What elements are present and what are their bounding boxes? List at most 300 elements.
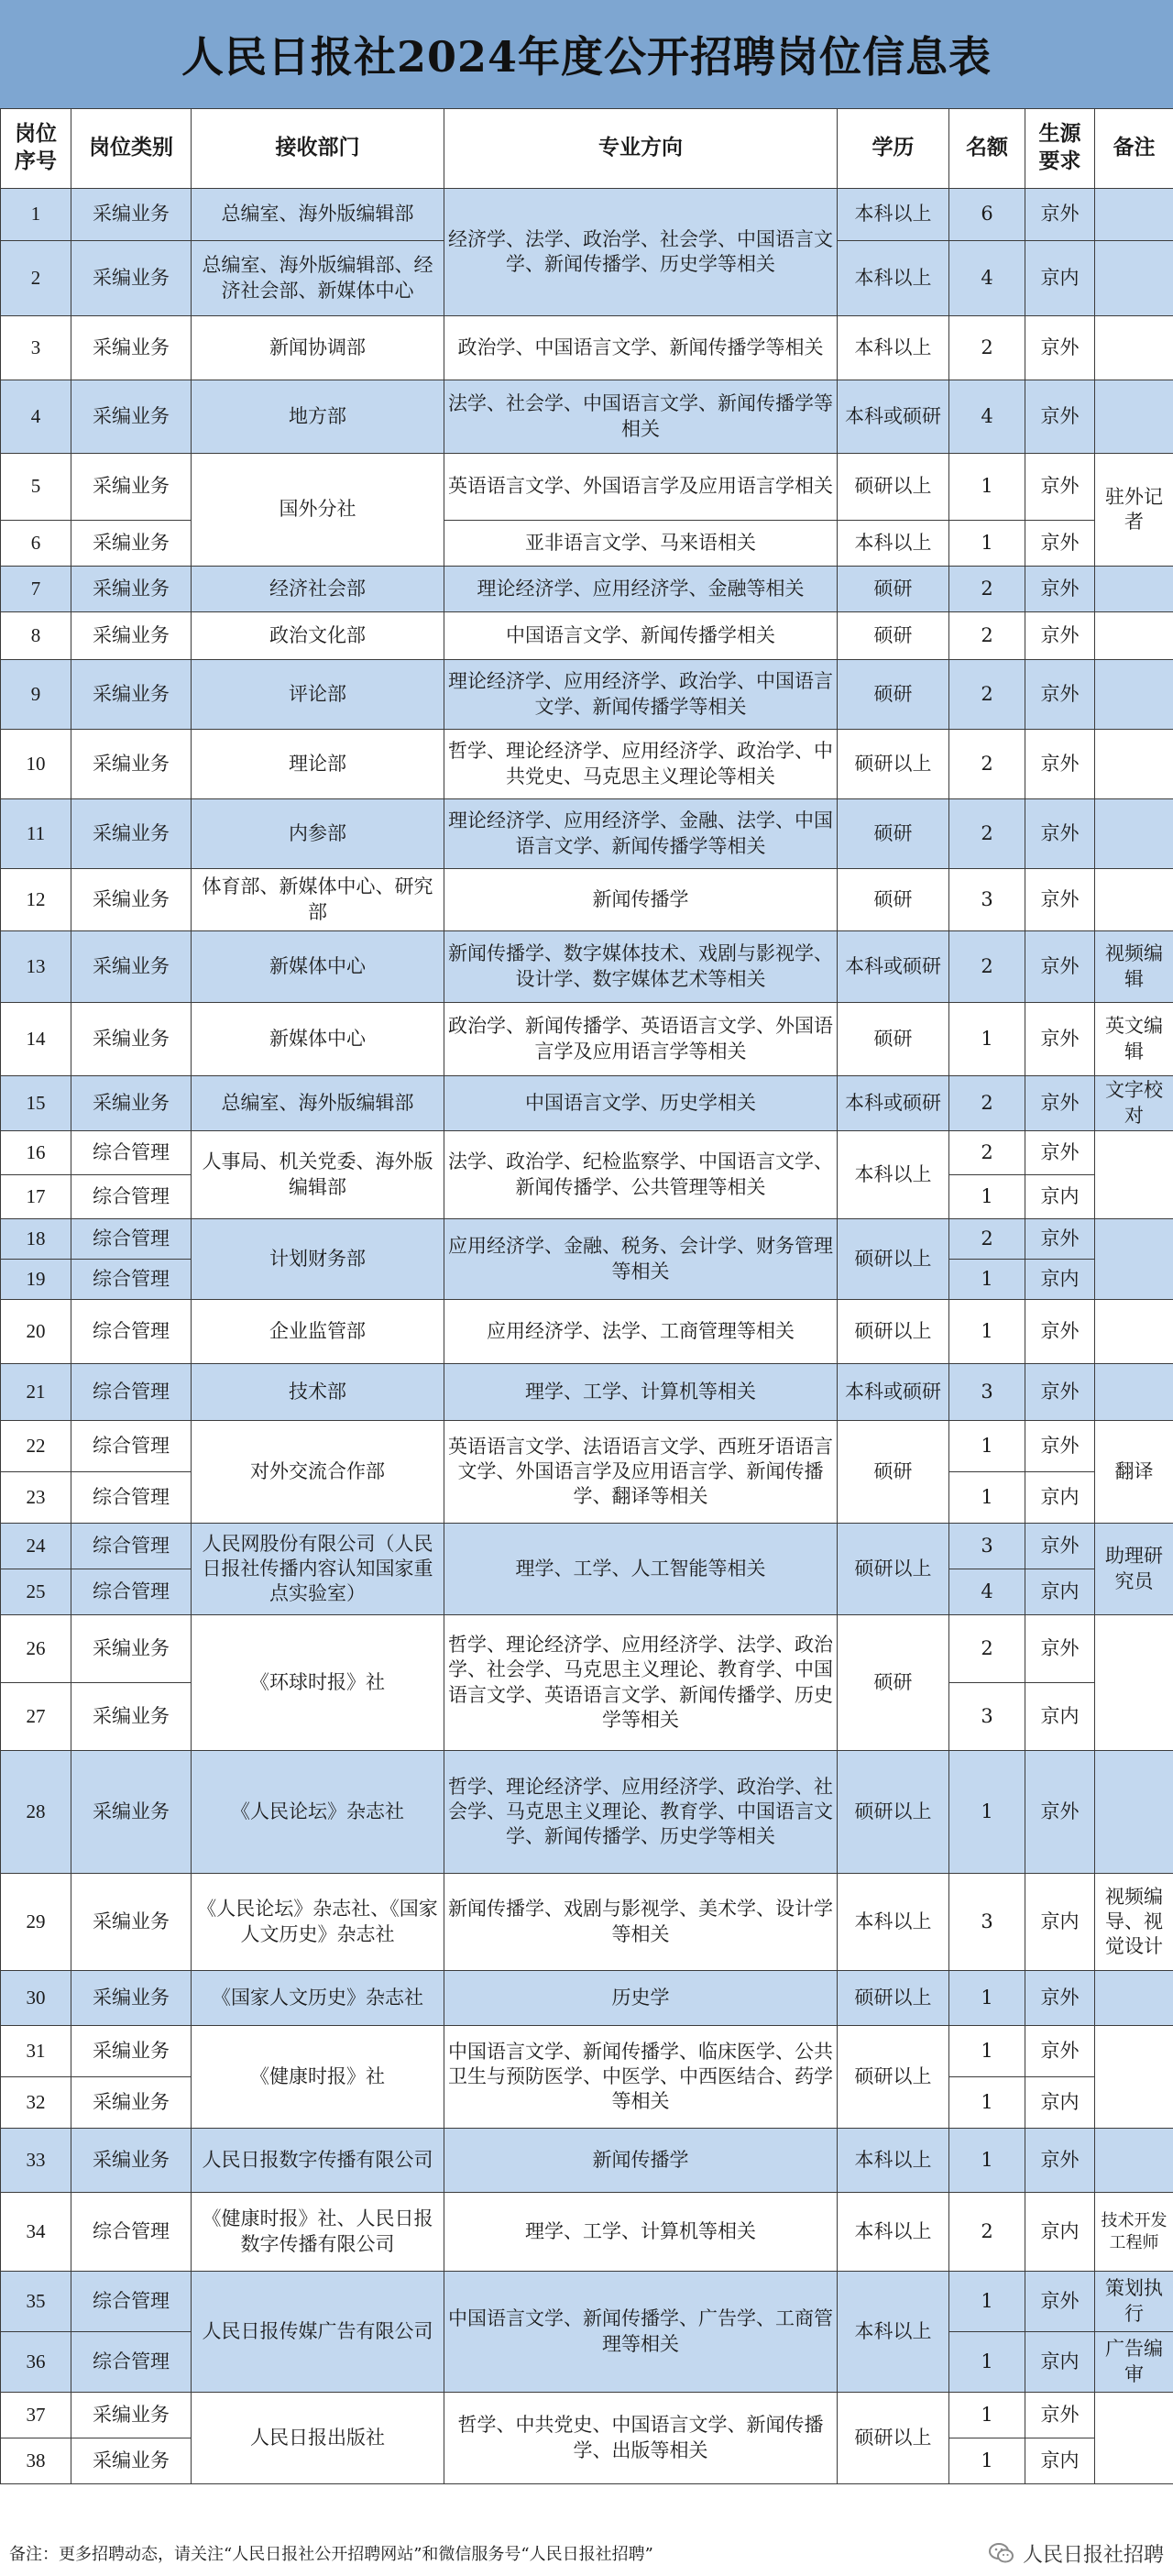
cell-quota: 4 — [949, 1569, 1025, 1615]
cell-education: 本科或硕研 — [838, 380, 949, 454]
cell-major: 哲学、理论经济学、应用经济学、政治学、中共党史、马克思主义理论等相关 — [444, 730, 838, 799]
table-row — [1, 1421, 1173, 1472]
cell-category: 综合管理 — [71, 1131, 192, 1175]
cell-note — [1095, 2026, 1173, 2129]
cell-note: 助理研究员 — [1095, 1524, 1173, 1615]
cell-category: 采编业务 — [71, 660, 192, 730]
cell-note: 视频编辑 — [1095, 931, 1173, 1003]
table-row — [1, 2026, 1173, 2077]
cell-origin: 京外 — [1025, 2026, 1095, 2077]
cell-major: 哲学、理论经济学、应用经济学、政治学、社会学、马克思主义理论、教育学、中国语言文学、新闻传播学、历史学等相关 — [444, 1751, 838, 1874]
cell-major: 理论经济学、应用经济学、金融等相关 — [444, 567, 838, 612]
cell-origin: 京外 — [1025, 2393, 1095, 2438]
header-origin: 生源要求 — [1025, 109, 1095, 189]
header-row — [1, 109, 1173, 189]
cell-major: 法学、政治学、纪检监察学、中国语言文学、新闻传播学、公共管理等相关 — [444, 1131, 838, 1219]
cell-education: 本科以上 — [838, 1131, 949, 1219]
table-row — [1, 2272, 1173, 2332]
cell-education: 硕研以上 — [838, 1300, 949, 1364]
cell-seq: 13 — [1, 931, 71, 1003]
cell-education: 硕研 — [838, 1421, 949, 1524]
cell-origin: 京外 — [1025, 1971, 1095, 2026]
cell-category: 采编业务 — [71, 1751, 192, 1874]
cell-seq: 3 — [1, 316, 71, 380]
cell-department: 新闻协调部 — [192, 316, 444, 380]
cell-quota: 2 — [949, 612, 1025, 660]
cell-category: 采编业务 — [71, 2438, 192, 2484]
cell-quota: 2 — [949, 1076, 1025, 1131]
cell-department: 评论部 — [192, 660, 444, 730]
cell-category: 采编业务 — [71, 316, 192, 380]
cell-quota: 2 — [949, 316, 1025, 380]
cell-quota: 3 — [949, 869, 1025, 931]
cell-origin: 京外 — [1025, 730, 1095, 799]
cell-quota: 1 — [949, 1003, 1025, 1076]
cell-note: 广告编审 — [1095, 2332, 1173, 2393]
table-row — [1, 1364, 1173, 1421]
cell-education: 本科或硕研 — [838, 1076, 949, 1131]
cell-note — [1095, 1751, 1173, 1874]
cell-category: 综合管理 — [71, 1524, 192, 1569]
cell-education: 硕研以上 — [838, 2393, 949, 2484]
cell-note — [1095, 567, 1173, 612]
cell-education: 本科或硕研 — [838, 1364, 949, 1421]
cell-note — [1095, 1131, 1173, 1219]
cell-note — [1095, 1364, 1173, 1421]
cell-seq: 6 — [1, 521, 71, 567]
table-row — [1, 931, 1173, 1003]
cell-major: 中国语言文学、新闻传播学、广告学、工商管理等相关 — [444, 2272, 838, 2393]
cell-department: 地方部 — [192, 380, 444, 454]
cell-quota: 2 — [949, 1219, 1025, 1260]
cell-department: 总编室、海外版编辑部 — [192, 189, 444, 241]
table-row — [1, 869, 1173, 931]
cell-seq: 7 — [1, 567, 71, 612]
cell-education: 本科以上 — [838, 521, 949, 567]
table-row — [1, 189, 1173, 241]
header-category: 岗位类别 — [71, 109, 192, 189]
cell-origin: 京内 — [1025, 2077, 1095, 2129]
table-row — [1, 2129, 1173, 2193]
footer — [0, 2530, 1173, 2576]
cell-department: 国外分社 — [192, 454, 444, 567]
cell-major: 理论经济学、应用经济学、金融、法学、中国语言文学、新闻传播学等相关 — [444, 799, 838, 869]
cell-education: 硕研 — [838, 660, 949, 730]
cell-category: 采编业务 — [71, 189, 192, 241]
cell-origin: 京内 — [1025, 1260, 1095, 1300]
cell-category: 采编业务 — [71, 2129, 192, 2193]
cell-origin: 京外 — [1025, 1003, 1095, 1076]
cell-origin: 京外 — [1025, 612, 1095, 660]
cell-quota: 1 — [949, 1175, 1025, 1219]
cell-note — [1095, 1219, 1173, 1300]
cell-department: 体育部、新媒体中心、研究部 — [192, 869, 444, 931]
cell-seq: 36 — [1, 2332, 71, 2393]
table-row — [1, 730, 1173, 799]
cell-quota: 1 — [949, 1300, 1025, 1364]
cell-seq: 28 — [1, 1751, 71, 1874]
cell-education: 硕研 — [838, 869, 949, 931]
cell-department: 内参部 — [192, 799, 444, 869]
cell-category: 采编业务 — [71, 612, 192, 660]
cell-note: 技术开发工程师 — [1095, 2193, 1173, 2272]
cell-seq: 5 — [1, 454, 71, 521]
cell-department: 人事局、机关党委、海外版编辑部 — [192, 1131, 444, 1219]
cell-origin: 京外 — [1025, 2129, 1095, 2193]
cell-origin: 京外 — [1025, 660, 1095, 730]
cell-note — [1095, 316, 1173, 380]
cell-origin: 京外 — [1025, 2272, 1095, 2332]
cell-category: 采编业务 — [71, 1683, 192, 1751]
cell-seq: 37 — [1, 2393, 71, 2438]
cell-note — [1095, 660, 1173, 730]
cell-education: 硕研 — [838, 1615, 949, 1751]
cell-seq: 35 — [1, 2272, 71, 2332]
cell-seq: 18 — [1, 1219, 71, 1260]
cell-quota: 1 — [949, 2438, 1025, 2484]
cell-category: 综合管理 — [71, 1260, 192, 1300]
cell-category: 采编业务 — [71, 454, 192, 521]
cell-category: 采编业务 — [71, 521, 192, 567]
cell-origin: 京外 — [1025, 1364, 1095, 1421]
cell-quota: 1 — [949, 1971, 1025, 2026]
cell-major: 理学、工学、计算机等相关 — [444, 1364, 838, 1421]
cell-seq: 17 — [1, 1175, 71, 1219]
cell-education: 本科以上 — [838, 316, 949, 380]
cell-category: 采编业务 — [71, 241, 192, 316]
cell-note — [1095, 869, 1173, 931]
cell-quota: 1 — [949, 2026, 1025, 2077]
cell-education: 硕研以上 — [838, 1219, 949, 1300]
cell-category: 综合管理 — [71, 2272, 192, 2332]
header-seq: 岗位序号 — [1, 109, 71, 189]
cell-major: 应用经济学、法学、工商管理等相关 — [444, 1300, 838, 1364]
cell-seq: 15 — [1, 1076, 71, 1131]
cell-origin: 京外 — [1025, 521, 1095, 567]
table-row — [1, 660, 1173, 730]
cell-seq: 30 — [1, 1971, 71, 2026]
cell-major: 新闻传播学、戏剧与影视学、美术学、设计学等相关 — [444, 1874, 838, 1971]
cell-education: 硕研 — [838, 1003, 949, 1076]
cell-seq: 20 — [1, 1300, 71, 1364]
cell-category: 采编业务 — [71, 380, 192, 454]
cell-major: 政治学、新闻传播学、英语语言文学、外国语言学及应用语言学等相关 — [444, 1003, 838, 1076]
table-row — [1, 1524, 1173, 1569]
cell-note: 翻译 — [1095, 1421, 1173, 1524]
cell-quota: 2 — [949, 730, 1025, 799]
cell-seq: 26 — [1, 1615, 71, 1683]
cell-category: 采编业务 — [71, 2393, 192, 2438]
cell-note — [1095, 241, 1173, 316]
cell-quota: 2 — [949, 660, 1025, 730]
cell-quota: 2 — [949, 567, 1025, 612]
cell-quota: 3 — [949, 1524, 1025, 1569]
cell-note — [1095, 380, 1173, 454]
table-row — [1, 567, 1173, 612]
cell-origin: 京内 — [1025, 2438, 1095, 2484]
cell-origin: 京内 — [1025, 2332, 1095, 2393]
cell-note — [1095, 730, 1173, 799]
cell-major: 中国语言文学、新闻传播学、临床医学、公共卫生与预防医学、中医学、中西医结合、药学等相关 — [444, 2026, 838, 2129]
cell-major: 中国语言文学、新闻传播学相关 — [444, 612, 838, 660]
cell-department: 技术部 — [192, 1364, 444, 1421]
cell-education: 本科以上 — [838, 2193, 949, 2272]
table-row — [1, 1076, 1173, 1131]
cell-department: 人民网股份有限公司（人民日报社传播内容认知国家重点实验室） — [192, 1524, 444, 1615]
cell-category: 综合管理 — [71, 2193, 192, 2272]
cell-department: 《人民论坛》杂志社 — [192, 1751, 444, 1874]
cell-department: 新媒体中心 — [192, 1003, 444, 1076]
cell-seq: 16 — [1, 1131, 71, 1175]
cell-note: 文字校对 — [1095, 1076, 1173, 1131]
cell-quota: 3 — [949, 1683, 1025, 1751]
cell-note: 策划执行 — [1095, 2272, 1173, 2332]
cell-department: 人民日报出版社 — [192, 2393, 444, 2484]
cell-seq: 23 — [1, 1472, 71, 1524]
table-row — [1, 1003, 1173, 1076]
cell-origin: 京内 — [1025, 241, 1095, 316]
cell-category: 采编业务 — [71, 799, 192, 869]
page-title: 人民日报社2024年度公开招聘岗位信息表 — [181, 32, 992, 82]
cell-quota: 1 — [949, 2272, 1025, 2332]
cell-education: 硕研以上 — [838, 1971, 949, 2026]
cell-education: 本科以上 — [838, 1874, 949, 1971]
cell-seq: 11 — [1, 799, 71, 869]
header-department: 接收部门 — [192, 109, 444, 189]
cell-seq: 25 — [1, 1569, 71, 1615]
table-row — [1, 799, 1173, 869]
cell-seq: 22 — [1, 1421, 71, 1472]
cell-seq: 27 — [1, 1683, 71, 1751]
header-quota: 名额 — [949, 109, 1025, 189]
table-row — [1, 454, 1173, 521]
cell-department: 《健康时报》社、人民日报数字传播有限公司 — [192, 2193, 444, 2272]
cell-major: 法学、社会学、中国语言文学、新闻传播学等相关 — [444, 380, 838, 454]
cell-origin: 京外 — [1025, 1300, 1095, 1364]
cell-seq: 24 — [1, 1524, 71, 1569]
cell-major: 经济学、法学、政治学、社会学、中国语言文学、新闻传播学、历史学等相关 — [444, 189, 838, 316]
table-row — [1, 380, 1173, 454]
cell-department: 经济社会部 — [192, 567, 444, 612]
cell-seq: 34 — [1, 2193, 71, 2272]
cell-department: 《国家人文历史》杂志社 — [192, 1971, 444, 2026]
cell-department: 理论部 — [192, 730, 444, 799]
cell-note — [1095, 612, 1173, 660]
cell-education: 硕研以上 — [838, 2026, 949, 2129]
cell-origin: 京外 — [1025, 380, 1095, 454]
cell-major: 理学、工学、计算机等相关 — [444, 2193, 838, 2272]
title-banner — [0, 0, 1173, 110]
table-row — [1, 1971, 1173, 2026]
cell-seq: 32 — [1, 2077, 71, 2129]
cell-seq: 14 — [1, 1003, 71, 1076]
cell-seq: 8 — [1, 612, 71, 660]
cell-category: 采编业务 — [71, 1003, 192, 1076]
cell-education: 硕研以上 — [838, 730, 949, 799]
cell-quota: 1 — [949, 1751, 1025, 1874]
cell-department: 政治文化部 — [192, 612, 444, 660]
cell-category: 综合管理 — [71, 2332, 192, 2393]
cell-category: 综合管理 — [71, 1364, 192, 1421]
cell-seq: 10 — [1, 730, 71, 799]
cell-note: 驻外记者 — [1095, 454, 1173, 567]
cell-education: 本科以上 — [838, 2129, 949, 2193]
cell-category: 采编业务 — [71, 1076, 192, 1131]
cell-education: 硕研 — [838, 567, 949, 612]
cell-department: 企业监管部 — [192, 1300, 444, 1364]
cell-origin: 京外 — [1025, 1524, 1095, 1569]
cell-origin: 京内 — [1025, 1683, 1095, 1751]
table-row — [1, 1751, 1173, 1874]
cell-note: 英文编辑 — [1095, 1003, 1173, 1076]
cell-origin: 京外 — [1025, 1219, 1095, 1260]
cell-quota: 2 — [949, 799, 1025, 869]
cell-quota: 4 — [949, 380, 1025, 454]
cell-origin: 京外 — [1025, 799, 1095, 869]
cell-major: 中国语言文学、历史学相关 — [444, 1076, 838, 1131]
wechat-label: 人民日报社招聘 — [1022, 2543, 1164, 2567]
cell-department: 新媒体中心 — [192, 931, 444, 1003]
cell-education: 硕研以上 — [838, 1524, 949, 1615]
cell-note — [1095, 1615, 1173, 1751]
cell-category: 采编业务 — [71, 1874, 192, 1971]
cell-seq: 33 — [1, 2129, 71, 2193]
cell-origin: 京外 — [1025, 1751, 1095, 1874]
cell-education: 本科以上 — [838, 241, 949, 316]
cell-major: 理学、工学、人工智能等相关 — [444, 1524, 838, 1615]
cell-origin: 京外 — [1025, 931, 1095, 1003]
cell-quota: 6 — [949, 189, 1025, 241]
cell-origin: 京外 — [1025, 1421, 1095, 1472]
cell-quota: 1 — [949, 2393, 1025, 2438]
cell-quota: 2 — [949, 931, 1025, 1003]
cell-department: 总编室、海外版编辑部 — [192, 1076, 444, 1131]
cell-category: 综合管理 — [71, 1175, 192, 1219]
cell-note: 视频编导、视觉设计 — [1095, 1874, 1173, 1971]
cell-quota: 1 — [949, 2129, 1025, 2193]
cell-category: 综合管理 — [71, 1421, 192, 1472]
cell-education: 本科以上 — [838, 2272, 949, 2393]
footer-note: 备注：更多招聘动态，请关注“人民日报社公开招聘网站”和微信服务号“人民日报社招聘” — [9, 2545, 653, 2564]
cell-note — [1095, 1300, 1173, 1364]
cell-category: 综合管理 — [71, 1300, 192, 1364]
cell-department: 对外交流合作部 — [192, 1421, 444, 1524]
table-row — [1, 1615, 1173, 1683]
cell-quota: 2 — [949, 1615, 1025, 1683]
cell-origin: 京外 — [1025, 869, 1095, 931]
cell-department: 《健康时报》社 — [192, 2026, 444, 2129]
cell-seq: 29 — [1, 1874, 71, 1971]
cell-category: 采编业务 — [71, 730, 192, 799]
cell-major: 新闻传播学、数字媒体技术、戏剧与影视学、设计学、数字媒体艺术等相关 — [444, 931, 838, 1003]
cell-seq: 12 — [1, 869, 71, 931]
cell-seq: 2 — [1, 241, 71, 316]
cell-education: 硕研以上 — [838, 1751, 949, 1874]
table-row — [1, 612, 1173, 660]
cell-quota: 2 — [949, 2193, 1025, 2272]
cell-education: 硕研 — [838, 799, 949, 869]
cell-education: 硕研 — [838, 612, 949, 660]
cell-major: 历史学 — [444, 1971, 838, 2026]
cell-major: 哲学、中共党史、中国语言文学、新闻传播学、出版等相关 — [444, 2393, 838, 2484]
cell-major: 理论经济学、应用经济学、政治学、中国语言文学、新闻传播学等相关 — [444, 660, 838, 730]
cell-quota: 1 — [949, 1472, 1025, 1524]
cell-category: 采编业务 — [71, 1615, 192, 1683]
cell-department: 总编室、海外版编辑部、经济社会部、新媒体中心 — [192, 241, 444, 316]
table-row — [1, 521, 1173, 567]
cell-origin: 京外 — [1025, 189, 1095, 241]
cell-department: 《人民论坛》杂志社、《国家人文历史》杂志社 — [192, 1874, 444, 1971]
cell-category: 采编业务 — [71, 2026, 192, 2077]
table-row — [1, 2393, 1173, 2438]
cell-department: 《环球时报》社 — [192, 1615, 444, 1751]
cell-category: 综合管理 — [71, 1472, 192, 1524]
cell-category: 采编业务 — [71, 1971, 192, 2026]
table-row — [1, 316, 1173, 380]
recruitment-table — [0, 108, 1173, 2484]
cell-major: 哲学、理论经济学、应用经济学、法学、政治学、社会学、马克思主义理论、教育学、中国语言文学、英语语言文学、新闻传播学、历史学等相关 — [444, 1615, 838, 1751]
cell-major: 应用经济学、金融、税务、会计学、财务管理等相关 — [444, 1219, 838, 1300]
cell-note — [1095, 2129, 1173, 2193]
table-row — [1, 1219, 1173, 1260]
cell-quota: 3 — [949, 1364, 1025, 1421]
cell-department: 人民日报数字传播有限公司 — [192, 2129, 444, 2193]
cell-origin: 京内 — [1025, 1472, 1095, 1524]
cell-seq: 1 — [1, 189, 71, 241]
cell-origin: 京内 — [1025, 1874, 1095, 1971]
cell-origin: 京内 — [1025, 1569, 1095, 1615]
cell-education: 本科以上 — [838, 189, 949, 241]
cell-origin: 京内 — [1025, 1175, 1095, 1219]
table-row — [1, 1300, 1173, 1364]
cell-category: 综合管理 — [71, 1219, 192, 1260]
wechat-icon — [988, 2539, 1015, 2567]
cell-major: 亚非语言文学、马来语相关 — [444, 521, 838, 567]
cell-origin: 京内 — [1025, 2193, 1095, 2272]
cell-department: 计划财务部 — [192, 1219, 444, 1300]
cell-major: 新闻传播学 — [444, 869, 838, 931]
cell-origin: 京外 — [1025, 316, 1095, 380]
cell-origin: 京外 — [1025, 567, 1095, 612]
cell-category: 采编业务 — [71, 2077, 192, 2129]
cell-quota: 2 — [949, 1131, 1025, 1175]
cell-note — [1095, 1971, 1173, 2026]
cell-category: 采编业务 — [71, 869, 192, 931]
cell-quota: 1 — [949, 2332, 1025, 2393]
cell-origin: 京外 — [1025, 1131, 1095, 1175]
cell-quota: 1 — [949, 521, 1025, 567]
header-major: 专业方向 — [444, 109, 838, 189]
cell-quota: 3 — [949, 1874, 1025, 1971]
cell-quota: 1 — [949, 454, 1025, 521]
table-row — [1, 1874, 1173, 1971]
cell-quota: 4 — [949, 241, 1025, 316]
cell-major: 英语语言文学、法语语言文学、西班牙语语言文学、外国语言学及应用语言学、新闻传播学、翻译等相关 — [444, 1421, 838, 1524]
cell-major: 英语语言文学、外国语言学及应用语言学相关 — [444, 454, 838, 521]
cell-seq: 19 — [1, 1260, 71, 1300]
cell-category: 采编业务 — [71, 931, 192, 1003]
wechat-badge — [988, 2539, 1164, 2568]
cell-category: 综合管理 — [71, 1569, 192, 1615]
cell-education: 本科或硕研 — [838, 931, 949, 1003]
cell-education: 硕研以上 — [838, 454, 949, 521]
cell-quota: 1 — [949, 2077, 1025, 2129]
cell-major: 新闻传播学 — [444, 2129, 838, 2193]
cell-note — [1095, 189, 1173, 241]
header-note: 备注 — [1095, 109, 1173, 189]
cell-quota: 1 — [949, 1260, 1025, 1300]
cell-origin: 京外 — [1025, 454, 1095, 521]
